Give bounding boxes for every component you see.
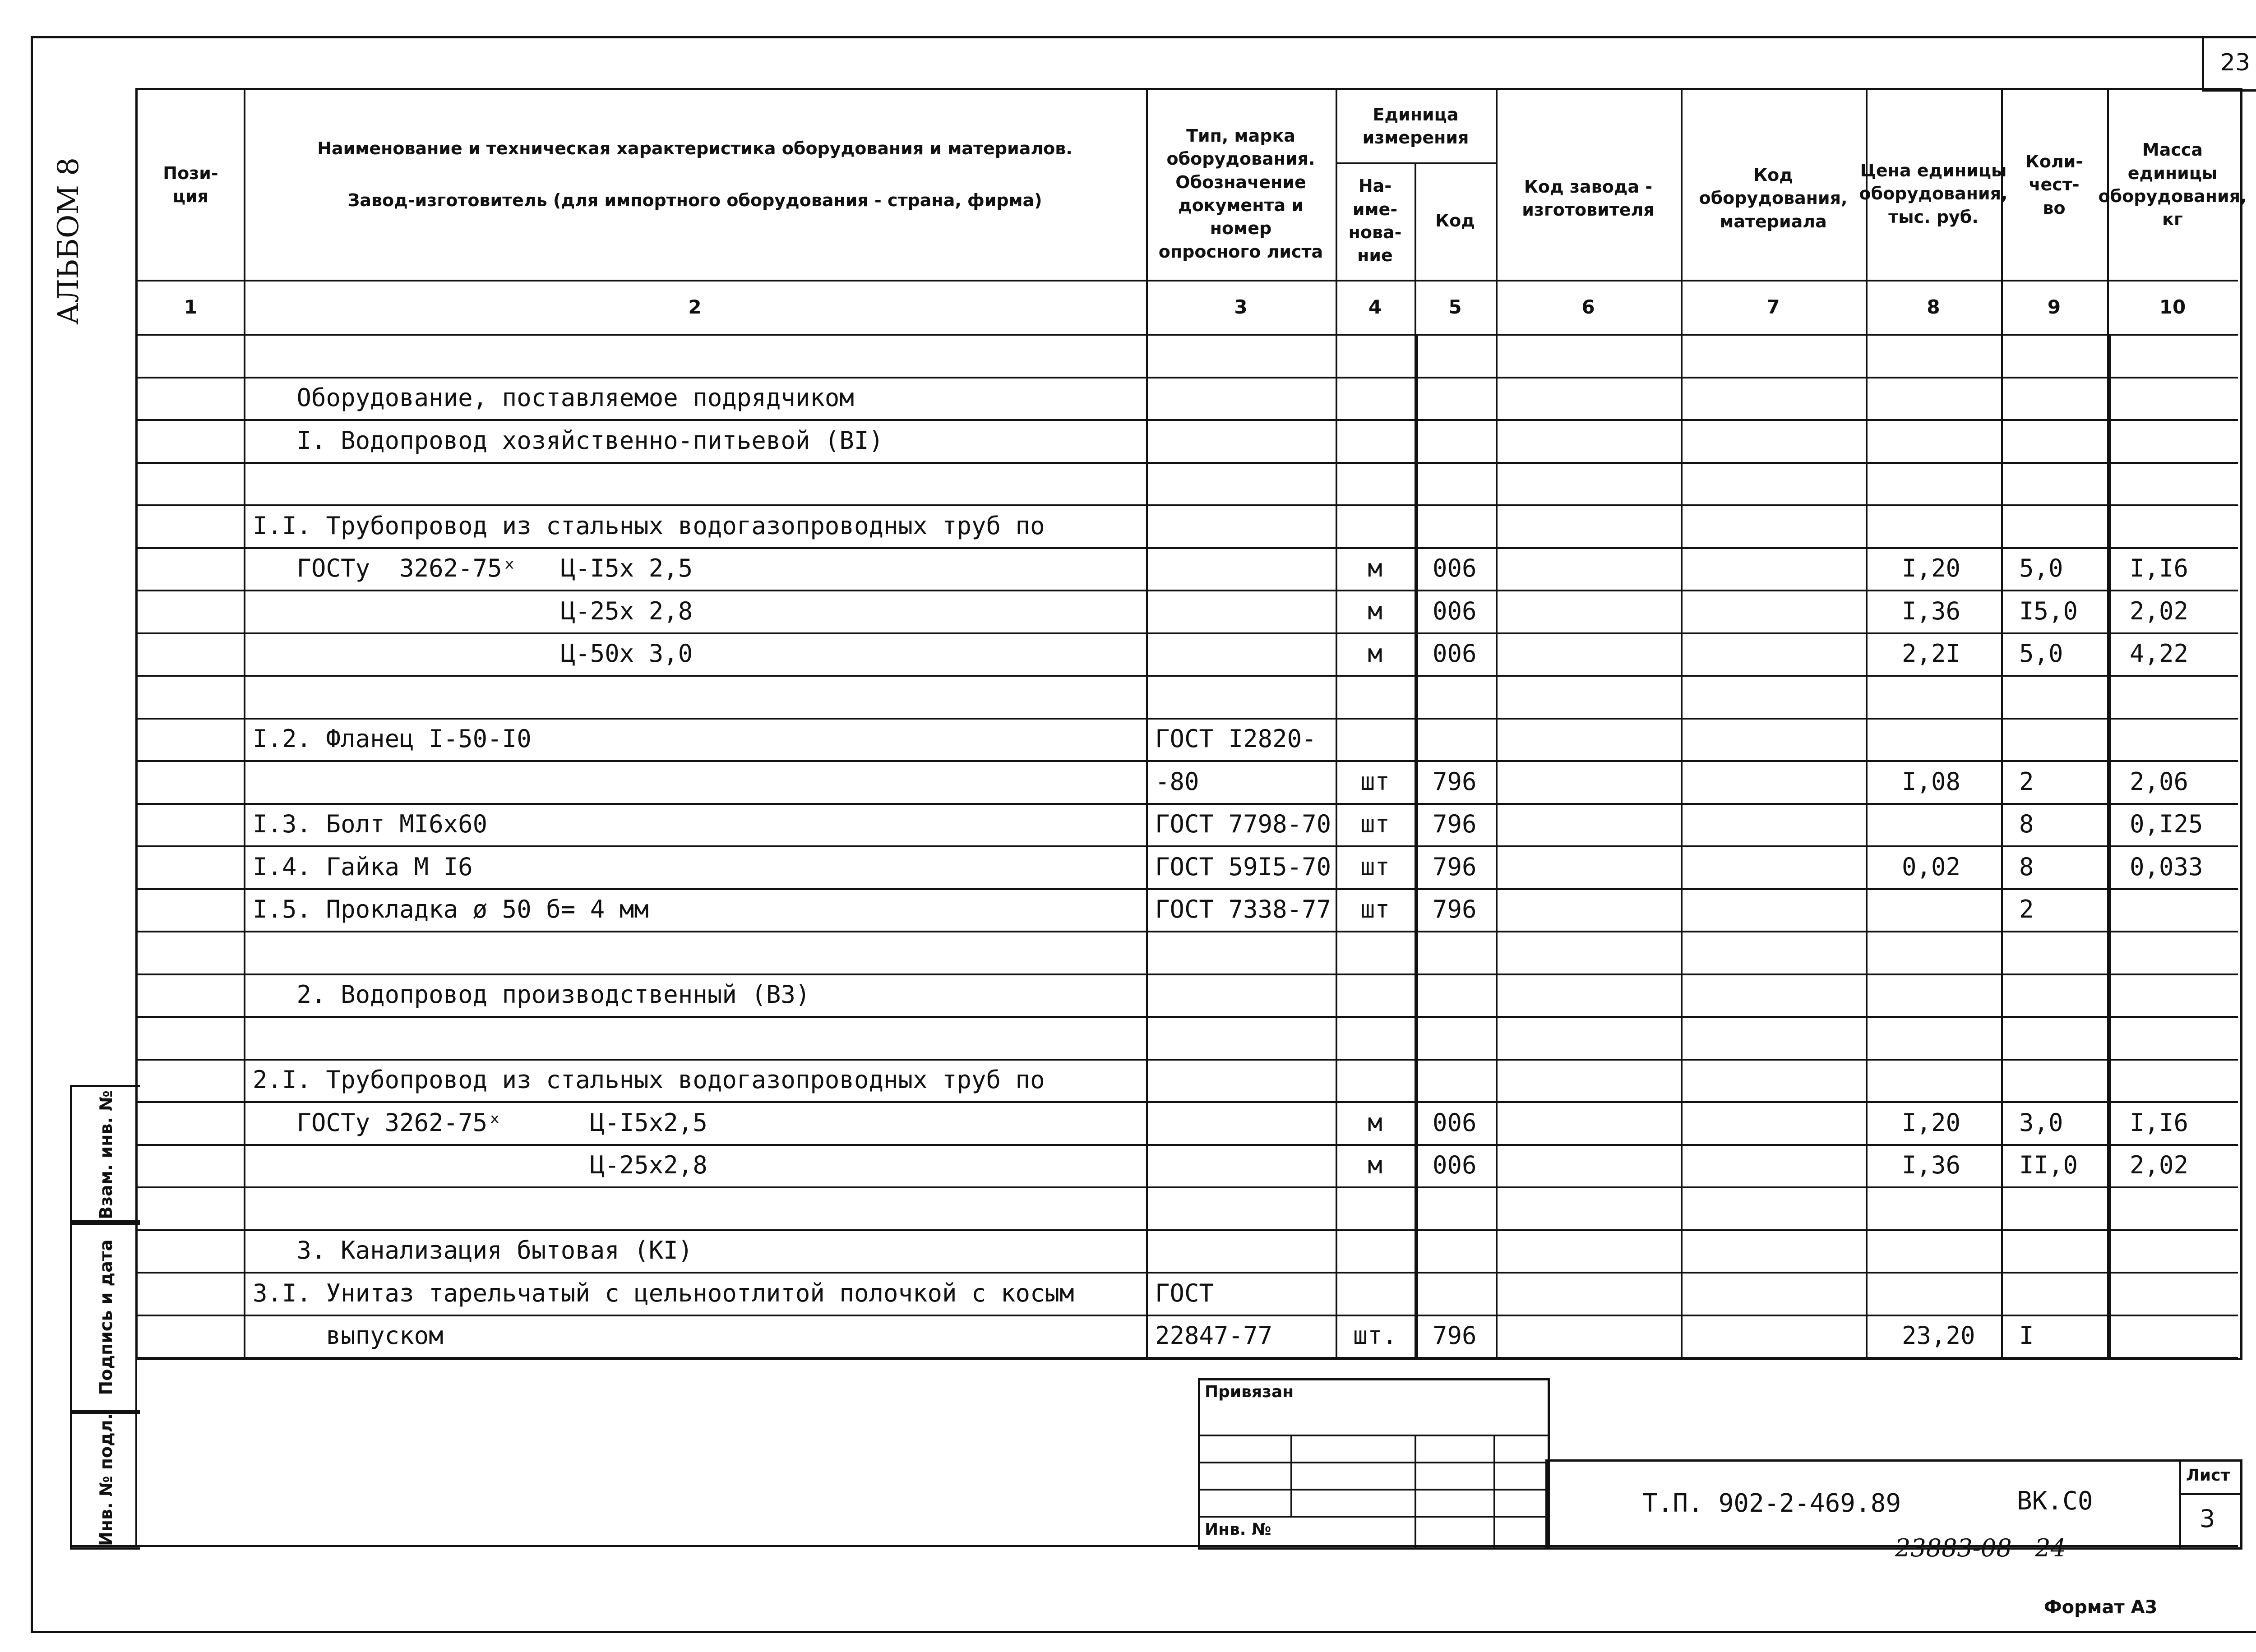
row-name [244, 1016, 1146, 1059]
stamp-line [1290, 1435, 1292, 1516]
row-doc: ГОСТ I2820- [1155, 724, 1317, 753]
row-doc: ГОСТ 7798-70 [1155, 810, 1331, 839]
row-doc: 22847-77 [1155, 1321, 1273, 1350]
header-unit-code: Код [1435, 211, 1475, 231]
row-name: ГОСТу 3262-75ˣ Ц-I5х2,5 [253, 1108, 707, 1137]
header-unit: Единица измерения [1362, 104, 1469, 148]
row-qty [2001, 419, 2107, 462]
document-mark: ВК.С0 [2017, 1486, 2093, 1516]
row-price [1866, 1229, 2001, 1272]
col-line [1336, 90, 1337, 1358]
col-line [2001, 90, 2003, 1358]
row-price [1866, 1186, 2001, 1229]
row-unit [1336, 1272, 1415, 1315]
header-factory-code: Код завода - изготовителя [1522, 176, 1655, 220]
column-number: 6 [1581, 295, 1595, 318]
row-qty [2001, 675, 2107, 718]
row-code: 796 [1433, 810, 1477, 839]
row-price: I,20 [1902, 1108, 1961, 1137]
row-mass [2107, 1016, 2238, 1059]
row-qty [2001, 1059, 2107, 1102]
row-qty: II,0 [2019, 1151, 2078, 1180]
row-price [1866, 1059, 2001, 1102]
album-label: АЛЬБОМ 8 [52, 157, 85, 325]
row-qty [2001, 462, 2107, 505]
row-unit: шт [1360, 852, 1390, 881]
row-code: 796 [1433, 852, 1477, 881]
row-unit [1336, 1186, 1415, 1229]
row-name: выпуском [253, 1321, 444, 1350]
row-unit [1336, 931, 1415, 974]
column-number: 7 [1766, 295, 1780, 318]
row-unit: шт [1360, 810, 1390, 839]
row-qty: 5,0 [2019, 639, 2063, 668]
row-unit [1336, 1229, 1415, 1272]
format-label: Формат А3 [2044, 1597, 2158, 1618]
row-qty: I5,0 [2019, 596, 2078, 625]
column-number: 5 [1448, 295, 1462, 318]
row-mass [2107, 334, 2238, 377]
row-doc [1146, 377, 1336, 420]
col-line [1866, 90, 1868, 1358]
row-mass: 2,06 [2130, 767, 2189, 796]
title-block [1545, 1459, 2242, 1550]
col-line [244, 90, 245, 1358]
row-doc [1146, 504, 1336, 547]
row-price: I,36 [1902, 1151, 1961, 1180]
column-number: 4 [1368, 295, 1382, 318]
row-price: I,36 [1902, 596, 1961, 625]
row-mass [2107, 974, 2238, 1016]
col-line [1415, 334, 1418, 1358]
header-price: Цена единицы оборудования, тыс. руб. [1859, 161, 2008, 227]
row-unit: м [1368, 1108, 1382, 1137]
row-name: 2. Водопровод производственный (B3) [253, 980, 810, 1009]
page-number: 23 [2202, 36, 2256, 92]
col-line [1681, 90, 1683, 1358]
row-doc [1146, 334, 1336, 377]
column-number: 10 [2159, 295, 2186, 318]
column-number: 2 [688, 295, 702, 318]
row-code [1415, 377, 1496, 420]
row-qty [2001, 974, 2107, 1016]
row-doc: ГОСТ 59I5-70 [1155, 852, 1331, 881]
row-unit: м [1368, 596, 1382, 625]
sheet-number: 3 [2200, 1504, 2215, 1533]
stamp-rule [1200, 1435, 1548, 1436]
row-code: 006 [1433, 596, 1477, 625]
row-unit [1336, 1059, 1415, 1102]
column-number: 1 [184, 295, 198, 318]
row-name: I.2. Фланец I-50-I0 [253, 724, 532, 753]
row-mass [2107, 675, 2238, 718]
row-qty [2001, 1186, 2107, 1229]
row-doc [1146, 1186, 1336, 1229]
row-price: I,20 [1902, 554, 1961, 583]
row-code [1415, 1186, 1496, 1229]
side-label-inventory: Инв. № подл. [70, 1410, 140, 1550]
row-doc: ГОСТ 7338-77 [1155, 895, 1331, 924]
row-unit [1336, 334, 1415, 377]
header-quantity: Коли- чест- во [2025, 152, 2083, 218]
row-price [1866, 462, 2001, 505]
row-mass [2107, 1186, 2238, 1229]
row-name: I.4. Гайка М I6 [253, 852, 473, 881]
binding-label: Привязан [1205, 1383, 1294, 1401]
row-mass [2107, 1229, 2238, 1272]
row-qty: 3,0 [2019, 1108, 2063, 1137]
row-unit [1336, 1016, 1415, 1059]
row-price [1866, 419, 2001, 462]
row-doc: -80 [1155, 767, 1199, 796]
row-unit [1336, 377, 1415, 420]
row-code [1415, 675, 1496, 718]
row-name: 3.I. Унитаз тарельчатый с цельноотлитой полочкой с косым [253, 1278, 1074, 1307]
row-name [244, 1186, 1146, 1229]
row-unit: м [1368, 1151, 1382, 1180]
stamp-rule [1200, 1516, 1548, 1518]
header-mass: Масса единицы оборудования, кг [2098, 140, 2247, 230]
row-name [244, 675, 1146, 718]
row-mass [2107, 718, 2238, 761]
side-label-replacement: Взам. инв. № [70, 1085, 140, 1225]
row-mass [2107, 377, 2238, 420]
document-code: Т.П. 902-2-469.89 [1642, 1489, 1901, 1518]
row-mass: 0,I25 [2130, 810, 2203, 839]
row-name: Ц-25х2,8 [253, 1151, 707, 1180]
row-qty: 5,0 [2019, 554, 2063, 583]
title-rule [2179, 1493, 2240, 1495]
row-code: 796 [1433, 767, 1477, 796]
row-code [1415, 1229, 1496, 1272]
row-price: 0,02 [1902, 852, 1961, 881]
row-code [1415, 462, 1496, 505]
row-doc [1146, 931, 1336, 974]
row-name: I.3. Болт MI6х60 [253, 810, 488, 839]
stamp-rule [1200, 1489, 1548, 1490]
row-qty: 2 [2019, 895, 2034, 924]
row-code [1415, 419, 1496, 462]
row-unit [1336, 419, 1415, 462]
row-price [1866, 377, 2001, 420]
row-name [244, 760, 1146, 803]
row-price [1866, 803, 2001, 846]
row-unit: шт [1360, 895, 1390, 924]
row-qty: 8 [2019, 810, 2034, 839]
row-qty: I [2019, 1321, 2034, 1350]
header-manufacturer: Завод-изготовитель (для импортного оборудования - страна, фирма) [347, 190, 1042, 211]
row-mass [2107, 504, 2238, 547]
row-mass: 2,02 [2130, 1151, 2189, 1180]
row-doc [1146, 1016, 1336, 1059]
frame-left-line [135, 1356, 137, 1545]
row-price: 23,20 [1902, 1321, 1975, 1350]
row-mass: I,I6 [2130, 554, 2189, 583]
row-mass: 4,22 [2130, 639, 2189, 668]
row-name [244, 931, 1146, 974]
row-qty [2001, 718, 2107, 761]
row-price [1866, 1272, 2001, 1315]
stamp-line [1415, 1435, 1416, 1547]
row-qty [2001, 334, 2107, 377]
row-doc [1146, 419, 1336, 462]
side-bottom-rule [70, 1545, 135, 1547]
row-mass: I,I6 [2130, 1108, 2189, 1137]
row-price [1866, 334, 2001, 377]
handwritten-note: 23883-08 24 [1895, 1534, 2066, 1562]
row-code: 006 [1433, 554, 1477, 583]
row-price [1866, 974, 2001, 1016]
row-doc [1146, 974, 1336, 1016]
col-line [1496, 90, 1498, 1358]
row-qty [2001, 377, 2107, 420]
row-mass [2107, 931, 2238, 974]
row-price [1866, 931, 2001, 974]
row-code [1415, 504, 1496, 547]
row-qty: 2 [2019, 767, 2034, 796]
row-name: I. Водопровод хозяйственно-питьевой (BI) [253, 426, 883, 455]
row-qty [2001, 931, 2107, 974]
row-mass [2107, 419, 2238, 462]
row-code: 006 [1433, 1151, 1477, 1180]
row-code [1415, 718, 1496, 761]
row-name: ГОСТу 3262-75ˣ Ц-I5х 2,5 [253, 554, 693, 583]
stamp-rule [1200, 1462, 1548, 1463]
row-price [1866, 504, 2001, 547]
col-line [2107, 334, 2111, 1358]
row-doc [1146, 547, 1336, 590]
row-mass [2107, 1059, 2238, 1102]
col-line [1415, 162, 1416, 334]
header-equipment-code: Код оборудования, материала [1699, 165, 1848, 231]
row-name: 2.I. Трубопровод из стальных водогазопроводных труб по [253, 1066, 1045, 1094]
row-name: I.5. Прокладка ø 50 б= 4 мм [253, 895, 649, 924]
row-doc [1146, 462, 1336, 505]
row-price: 2,2I [1902, 639, 1961, 668]
stamp-line [1493, 1435, 1495, 1547]
column-number: 8 [1927, 295, 1940, 318]
side-label-signature-date: Подпись и дата [70, 1220, 140, 1414]
row-code: 006 [1433, 639, 1477, 668]
row-code [1415, 1059, 1496, 1102]
row-price [1866, 718, 2001, 761]
col-line [2107, 90, 2109, 334]
header-type: Тип, марка оборудования. Обозначение документа и номер опросного листа [1158, 126, 1323, 262]
row-doc [1146, 1229, 1336, 1272]
row-code [1415, 974, 1496, 1016]
row-unit [1336, 504, 1415, 547]
sheet-label: Лист [2186, 1466, 2230, 1485]
row-mass [2107, 1315, 2238, 1357]
row-unit: м [1368, 554, 1382, 583]
row-mass: 0,033 [2130, 852, 2203, 881]
column-number: 9 [2047, 295, 2061, 318]
row-doc [1146, 1101, 1336, 1144]
row-qty: 8 [2019, 852, 2034, 881]
row-code [1415, 1272, 1496, 1315]
row-code [1415, 1016, 1496, 1059]
row-qty [2001, 1272, 2107, 1315]
header-unit-name: На- име- нова- ние [1348, 176, 1402, 266]
row-name [244, 462, 1146, 505]
row-mass [2107, 462, 2238, 505]
row-unit [1336, 718, 1415, 761]
specification-table [135, 88, 2247, 1360]
row-code: 796 [1433, 1321, 1477, 1350]
row-code [1415, 334, 1496, 377]
row-doc [1146, 632, 1336, 675]
row-mass: 2,02 [2130, 596, 2189, 625]
row-code [1415, 931, 1496, 974]
inventory-label: Инв. № [1205, 1520, 1271, 1539]
row-name: Ц-50х 3,0 [253, 639, 693, 668]
row-doc [1146, 1144, 1336, 1187]
row-unit: м [1368, 639, 1382, 668]
binding-stamp [1198, 1378, 1550, 1550]
row-price [1866, 675, 2001, 718]
row-code: 796 [1433, 895, 1477, 924]
row-unit [1336, 462, 1415, 505]
row-price [1866, 1016, 2001, 1059]
row-doc [1146, 590, 1336, 632]
row-doc [1146, 1059, 1336, 1102]
header-name: Наименование и техническая характеристика оборудования и материалов. [317, 138, 1073, 159]
row-mass [2107, 888, 2238, 931]
header-position: Пози- ция [163, 163, 218, 206]
row-price [1866, 888, 2001, 931]
row-name: 3. Канализация бытовая (KI) [253, 1236, 693, 1265]
row-name [244, 334, 1146, 377]
col-line [1146, 90, 1148, 1358]
row-doc: ГОСТ [1155, 1278, 1214, 1307]
row-code: 006 [1433, 1108, 1477, 1137]
row-rule [138, 1357, 2238, 1359]
column-number: 3 [1234, 295, 1248, 318]
row-qty [2001, 1229, 2107, 1272]
row-unit [1336, 675, 1415, 718]
row-qty [2001, 504, 2107, 547]
row-mass [2107, 1272, 2238, 1315]
title-line [2179, 1462, 2181, 1547]
row-doc [1146, 675, 1336, 718]
row-unit: шт [1360, 767, 1390, 796]
row-name: Оборудование, поставляемое подрядчиком [253, 383, 854, 412]
row-qty [2001, 1016, 2107, 1059]
row-unit: шт. [1353, 1321, 1397, 1350]
row-name: Ц-25х 2,8 [253, 596, 693, 625]
row-price: I,08 [1902, 767, 1961, 796]
row-name: I.I. Трубопровод из стальных водогазопроводных труб по [253, 511, 1045, 540]
row-unit [1336, 974, 1415, 1016]
